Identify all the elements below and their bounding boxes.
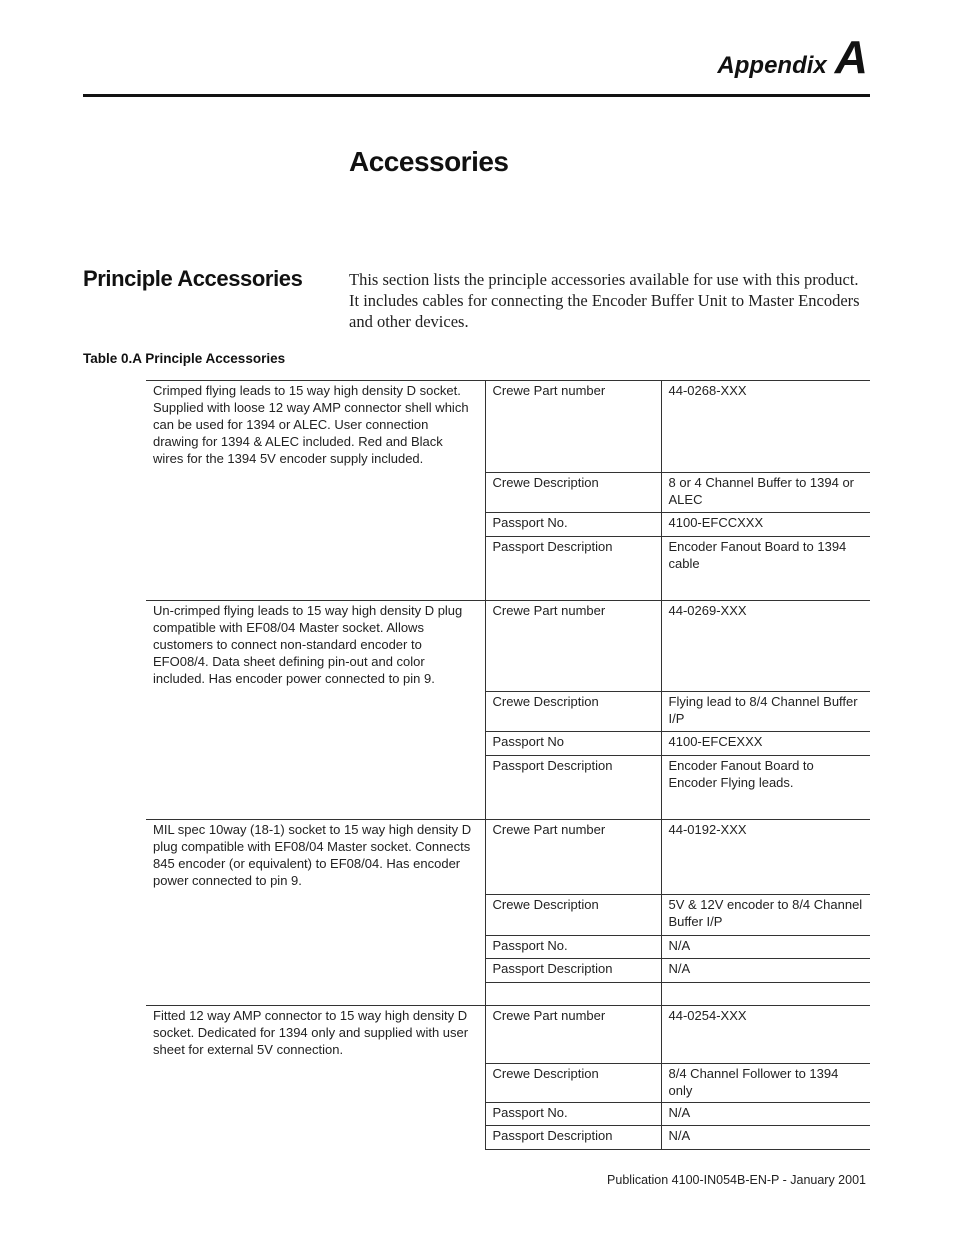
row-value: N/A bbox=[661, 959, 870, 983]
accessory-description: Fitted 12 way AMP connector to 15 way high density D socket. Dedicated for 1394 only and supplied with user sheet for external 5V connection. bbox=[146, 1006, 485, 1150]
row-value bbox=[661, 983, 870, 1006]
row-value: 44-0192-XXX bbox=[661, 820, 870, 895]
row-value: 44-0254-XXX bbox=[661, 1006, 870, 1064]
row-value: Encoder Fanout Board to 1394 cable bbox=[661, 537, 870, 601]
row-label: Crewe Part number bbox=[485, 1006, 661, 1064]
row-label: Crewe Description bbox=[485, 473, 661, 513]
row-label: Passport No. bbox=[485, 1103, 661, 1126]
row-label: Crewe Description bbox=[485, 692, 661, 732]
chapter-title: Accessories bbox=[349, 146, 509, 177]
row-value: Encoder Fanout Board to Encoder Flying leads. bbox=[661, 756, 870, 820]
row-label: Passport Description bbox=[485, 537, 661, 601]
row-label: Crewe Description bbox=[485, 895, 661, 936]
accessory-description: Crimped flying leads to 15 way high density D socket. Supplied with loose 12 way AMP connector shell which can be used for 1394 or ALEC. User connection drawing for 1394 & ALEC included. Red and Black wires for the 1394 5V encoder supply included. bbox=[146, 381, 485, 601]
table-caption: Table 0.A Principle Accessories bbox=[83, 351, 286, 366]
row-label: Crewe Part number bbox=[485, 820, 661, 895]
row-value: Flying lead to 8/4 Channel Buffer I/P bbox=[661, 692, 870, 732]
accessory-description: MIL spec 10way (18-1) socket to 15 way high density D plug compatible with EF08/04 Master socket. Connects 845 encoder (or equivalent) to EF08/04. Has encoder power connected to pin 9. bbox=[146, 820, 485, 1006]
row-value: 44-0269-XXX bbox=[661, 601, 870, 692]
row-label: Passport Description bbox=[485, 1126, 661, 1150]
table-row bbox=[146, 601, 870, 692]
row-value: 44-0268-XXX bbox=[661, 381, 870, 473]
row-value: 4100-EFCCXXX bbox=[661, 513, 870, 537]
row-label bbox=[485, 983, 661, 1006]
section-title: Principle Accessories bbox=[83, 266, 303, 291]
row-label: Passport Description bbox=[485, 959, 661, 983]
row-label: Crewe Description bbox=[485, 1064, 661, 1103]
header-rule bbox=[83, 94, 870, 97]
row-value: 8/4 Channel Follower to 1394 only bbox=[661, 1064, 870, 1103]
row-label: Passport No. bbox=[485, 936, 661, 959]
accessory-description: Un-crimped flying leads to 15 way high density D plug compatible with EF08/04 Master socket. Allows customers to connect non-standard encoder to EFO08/4. Data sheet defining pin-out and color included. Has encoder power connected to pin 9. bbox=[146, 601, 485, 820]
row-label: Passport No bbox=[485, 732, 661, 756]
appendix-heading bbox=[717, 31, 868, 83]
table-row bbox=[146, 381, 870, 473]
appendix-word: Appendix bbox=[717, 52, 827, 79]
row-label: Crewe Part number bbox=[485, 601, 661, 692]
row-label: Passport Description bbox=[485, 756, 661, 820]
row-value: N/A bbox=[661, 1103, 870, 1126]
table-row bbox=[146, 820, 870, 895]
row-label: Crewe Part number bbox=[485, 381, 661, 473]
row-value: N/A bbox=[661, 936, 870, 959]
publication-footer: Publication 4100-IN054B-EN-P - January 2001 bbox=[607, 1173, 866, 1187]
accessories-table bbox=[146, 380, 870, 1150]
appendix-letter: A bbox=[834, 31, 868, 83]
row-value: 5V & 12V encoder to 8/4 Channel Buffer I/P bbox=[661, 895, 870, 936]
table-row bbox=[146, 1006, 870, 1064]
row-label: Passport No. bbox=[485, 513, 661, 537]
row-value: 4100-EFCEXXX bbox=[661, 732, 870, 756]
row-value: N/A bbox=[661, 1126, 870, 1150]
row-value: 8 or 4 Channel Buffer to 1394 or ALEC bbox=[661, 473, 870, 513]
section-intro: This section lists the principle accessories available for use with this product. It includes cables for connecting the Encoder Buffer Unit to Master Encoders and other devices. bbox=[349, 270, 860, 331]
